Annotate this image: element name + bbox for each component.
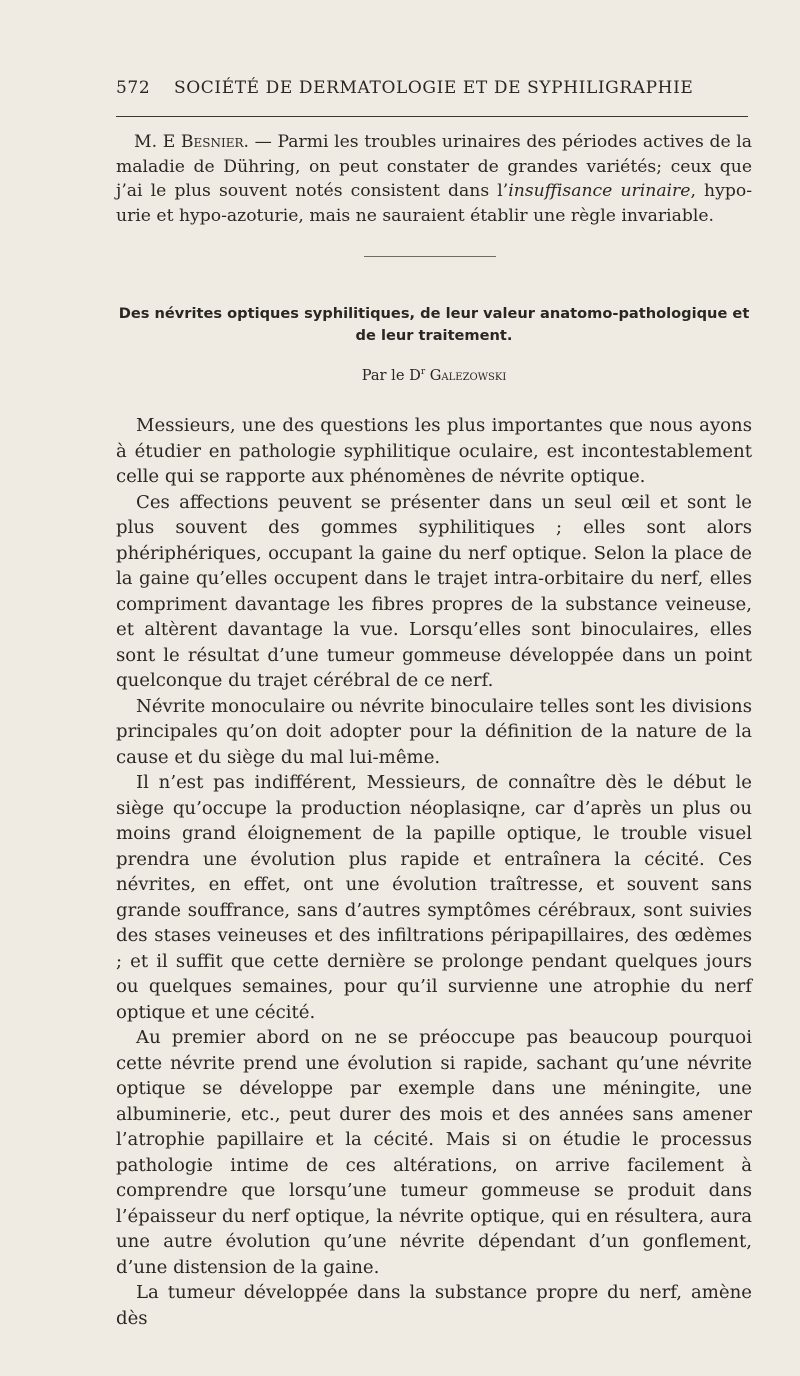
remark-text-1: — Parmi les troubles urinaires des périodes actives de la maladie de Dühring, on peut constater de grandes variétés; ceux que j’ai le plus souvent notés consistent dans l’ — [116, 132, 752, 201]
byline-author: Galezowski — [429, 367, 507, 384]
speaker-name: M. E Besnier. — [134, 132, 249, 152]
running-header — [116, 78, 750, 98]
page-number: 572 — [116, 78, 151, 98]
paragraph: Messieurs, une des questions les plus importantes que nous ayons à étudier en pathologie syphilitique oculaire, est incontestablement celle qui se rapporte aux phénomènes de névrite optique. — [116, 415, 752, 487]
article-byline — [116, 367, 752, 384]
paragraph: Il n’est pas indifférent, Messieurs, de connaître dès le début le siège qu’occupe la production néoplasiqne, car d’après un plus ou moins grand éloignement de la papille optique, le trouble visuel prendra une évolution plus rapide et entraînera la cécité. Ces névrites, en effet, ont une évolution traîtresse, et souvent sans grande souffrance, sans d’autres symptômes cérébraux, sont suivies des stases veineuses et des infiltrations péripapillaires, des œdèmes ; et il suffit que cette dernière se prolonge pendant quelques jours ou quelques semaines, pour qu’il survienne une atrophie du nerf optique et une cécité. — [116, 772, 752, 1023]
besnier-remark — [116, 130, 752, 228]
remark-text-2: , hypourie et hypo-azoturie, mais ne sauraient établir une règle invariable. — [116, 181, 752, 226]
article-title: Des névrites optiques syphilitiques, de leur valeur anatomo-pathologique et de leur traitement. — [118, 305, 750, 344]
remark-italic: insuffisance urinaire — [508, 181, 691, 201]
byline-sup: r — [420, 367, 426, 378]
section-divider — [364, 256, 496, 257]
byline-prefix: Par le D — [361, 367, 421, 384]
article-body — [116, 413, 752, 1331]
paragraph: Au premier abord on ne se préoccupe pas beaucoup pourquoi cette névrite prend une évolution si rapide, sachant qu’une névrite optique se développe par exemple dans une méningite, une albuminerie, etc., peut durer des mois et des années sans amener l’atrophie papillaire et la cécité. Mais si on étudie le processus pathologie intime de ces altérations, on arrive facilement à comprendre que lorsqu’une tumeur gommeuse se produit dans l’épaisseur du nerf optique, la névrite optique, qui en résultera, aura une autre évolution qu’une névrite dépendant d’un gonflement, d’une distension de la gaine. — [116, 1027, 752, 1278]
paragraph: Névrite monoculaire ou névrite binoculaire telles sont les divisions principales qu’on doit adopter pour la définition de la nature de la cause et du siège du mal lui-même. — [116, 695, 752, 768]
running-title: SOCIÉTÉ DE DERMATOLOGIE ET DE SYPHILIGRAPHIE — [174, 78, 694, 98]
paragraph: La tumeur développée dans la substance propre du nerf, amène dès — [116, 1282, 752, 1329]
header-rule — [116, 116, 748, 117]
paragraph: Ces affections peuvent se présenter dans un seul œil et sont le plus souvent des gommes syphilitiques ; elles sont alors phériphériques, occupant la gaine du nerf optique. Selon la place de la gaine qu’elles occupent dans le trajet intra-orbitaire du nerf, elles compriment davantage les fibres propres de la substance veineuse, et altèrent davantage la vue. Lorsqu’elles sont binoculaires, elles sont le résultat d’une tumeur gommeuse développée dans un point quelconque du trajet cérébral de ce nerf. — [116, 491, 752, 691]
